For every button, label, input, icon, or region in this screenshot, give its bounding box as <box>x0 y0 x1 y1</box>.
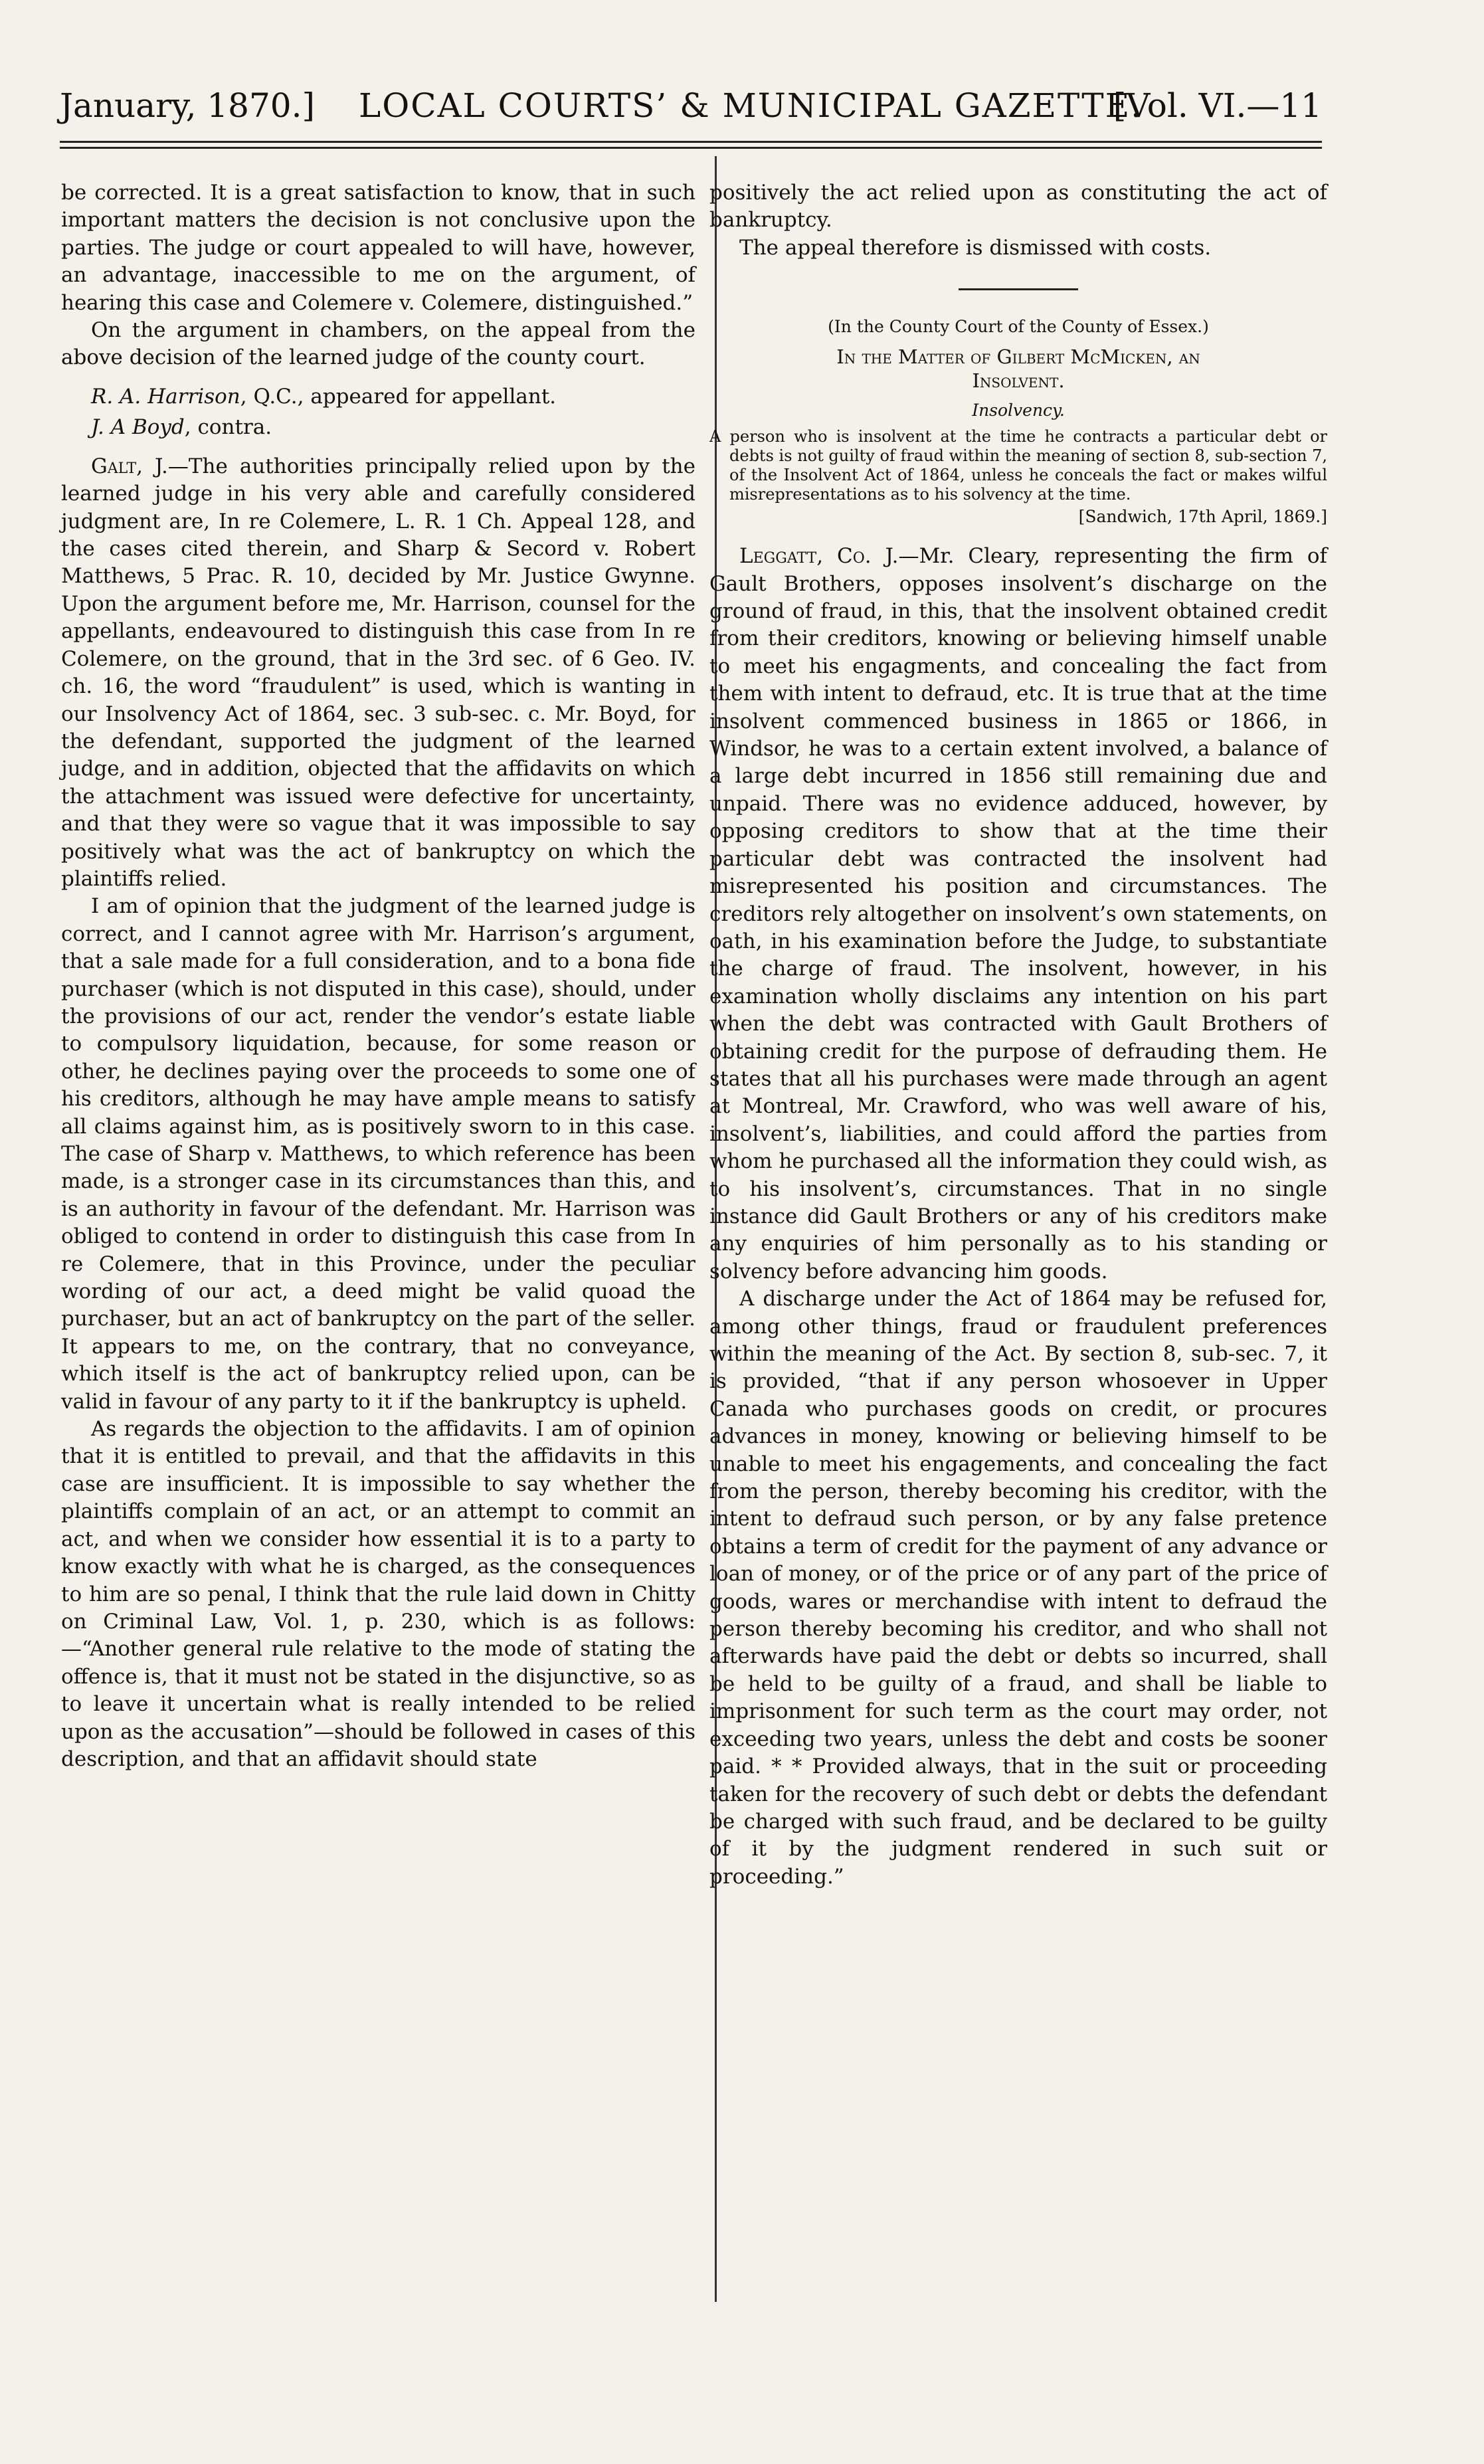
right-paragraph-1: positively the act relied upon as constituting the act of bankruptcy. <box>709 181 1327 233</box>
topic-text: Insolvency. <box>972 401 1065 421</box>
right-paragraph-4: A discharge under the Act of 1864 may be refused for, among other things, fraud or fraudulent preferences within the meaning of the Act. By section 8, sub-sec. 7, it is provided, “that if any person whosoever in Upper Canada who purchases goods on credit, or procures advances in money, knowing or believing himself to be unable to meet his engagements, and concealing the fact from the person, thereby becoming his creditor, with the intent to defraud such person, or by any false pretence obtains a term of credit for the payment of any advance or loan of money, or of the price or of any part of the price of goods, wares or merchandise with intent to defraud the person thereby becoming his creditor, and who shall not afterwards have paid the debt or debts so incurred, shall be held to be guilty of a fraud, and shall be liable to imprisonment for such term as the court may order, not exceeding two years, unless the debt and costs be sooner paid. * * Provided always, that in the suit or proceeding taken for the recovery of such debt or debts the defendant be charged with such fraud, and be declared to be guilty of it by the judgment rendered in such suit or proceeding.” <box>709 1287 1327 1889</box>
right-column <box>709 179 1327 1891</box>
counsel-appellant-name: R. A. Harrison <box>91 384 240 409</box>
header-date: January, 1870.] <box>60 86 316 125</box>
case-title-line-2: Insolvent. <box>972 369 1065 393</box>
counsel-appellant <box>61 381 696 412</box>
header-rule-top <box>60 141 1322 143</box>
left-paragraph-1: be corrected. It is a great satisfaction to know, that in such important matters the decision is not conclusive upon the parties. The judge or court appealed to will have, however, an advantage, inaccessible to me on the argument, of hearing this case and Colemere v. Colemere, distinguished.” <box>61 181 696 315</box>
judge-galt: Galt, J. <box>91 454 168 478</box>
right-paragraph-3-text: —Mr. Cleary, representing the firm of Gault Brothers, opposes insolvent’s discharge on the ground of fraud, in this, that the insolvent obtained credit from their creditors, knowing or believing himself unable to meet his engagments, and concealing the fact from them with intent to defraud, etc. It is true that at the time insolvent commenced business in 1865 or 1866, in Windsor, he was to a certain extent involved, a balance of a large debt incurred in 1856 still remaining due and unpaid. There was no evidence adduced, however, by opposing creditors to show that at the time their particular debt was contracted the insolvent had misrepresented his position and circumstances. The creditors rely altogether on insolvent’s own statements, on oath, in his examination before the Judge, to substantiate the charge of fraud. The insolvent, however, in his examination wholly disclaims any intention on his part when the debt was contracted with Gault Brothers of obtaining credit for the purpose of defrauding them. He states that all his purchases were made through an agent at Montreal, Mr. Crawford, who was well aware of his, insolvent’s, liabilities, and could afford the parties from whom he purchased all the information they could wish, as to his insolvent’s, circumstances. That in no single instance did Gault Brothers or any of his creditors make any enquiries of him personally as to his standing or solvency before advancing him goods. <box>709 544 1327 1283</box>
header-title: LOCAL COURTS’ & MUNICIPAL GAZETTE. <box>359 86 1143 125</box>
left-paragraph-3 <box>61 453 696 894</box>
counsel-respondent-name: J. A Boyd <box>91 415 185 439</box>
headnote: A person who is insolvent at the time he contracts a particular debt or debts is not guilty of fraud within the meaning of section 8, sub-section 7, of the Insolvent Act of 1864, unless he conceals the fact or makes wilful misrepresentations as to his solvency at the time. <box>709 427 1327 504</box>
left-paragraph-5: As regards the objection to the affidavits. I am of opinion that it is entitled to prevail, and that the affidavits in this case are insufficient. It is impossible to say whether the plaintiffs complain of an act, or an attempt to commit an act, and when we consider how essential it is to a party to know exactly with what he is charged, as the consequences to him are so penal, I think that the rule laid down in Chitty on Criminal Law, Vol. 1, p. 230, which is as follows:—“Another general rule relative to the mode of stating the offence is, that it must not be stated in the disjunctive, so as to leave it uncertain what is really intended to be relied upon as the accusation”—should be followed in cases of this description, and that an affidavit should state <box>61 1417 696 1771</box>
header-volume: [Vol. VI.—11 <box>1113 86 1322 125</box>
left-paragraph-3-text: —The authorities principally relied upon by the learned judge in his very able and carefully considered judgment are, In re Colemere, L. R. 1 Ch. Appeal 128, and the cases cited therein, and Sharp & Secord v. Robert Matthews, 5 Prac. R. 10, decided by Mr. Justice Gwynne. Upon the argument before me, Mr. Harrison, counsel for the appellants, endeavoured to distinguish this case from In re Colemere, on the ground, that in the 3rd sec. of 6 Geo. IV. ch. 16, the word “fraudulent” is used, which is wanting in our Insolvency Act of 1864, sec. 3 sub-sec. c. Mr. Boyd, for the defendant, supported the judgment of the learned judge, and in addition, objected that the affidavits on which the attachment was issued were defective for uncertainty, and that they were so vague that it was impossible to say positively what was the act of bankruptcy on which the plaintiffs relied. <box>61 454 696 891</box>
dateline: [Sandwich, 17th April, 1869.] <box>1078 507 1327 527</box>
court-name: (In the County Court of the County of Essex.) <box>828 317 1209 337</box>
judge-leggatt: Leggatt, Co. J. <box>739 544 899 569</box>
counsel-respondent <box>61 412 696 442</box>
left-paragraph-4: I am of opinion that the judgment of the learned judge is correct, and I cannot agree with Mr. Harrison’s argument, that a sale made for a full consideration, and to a bona fide purchaser (which is not disputed in this case), should, under the provisions of our act, render the vendor’s estate liable to compulsory liquidation, because, for some reason or other, he declines paying over the proceeds to some one of his creditors, although he may have ample means to satisfy all claims against him, as is positively sworn to in this case. The case of Sharp v. Matthews, to which reference has been made, is a stronger case in its circumstances than this, and is an authority in favour of the defendant. Mr. Harrison was obliged to contend in order to distinguish this case from In re Colemere, that in this Province, under the peculiar wording of our act, a deed might be valid quoad the purchaser, but an act of bankruptcy on the part of the seller. It appears to me, on the contrary, that no conveyance, which itself is the act of bankruptcy relied upon, can be valid in favour of any party to it if the bankruptcy is upheld. <box>61 894 696 1414</box>
left-paragraph-2: On the argument in chambers, on the appeal from the above decision of the learned judge of the county court. <box>61 318 696 370</box>
header-rule-bottom <box>60 147 1322 149</box>
topic <box>709 401 1327 421</box>
counsel-appellant-role: , Q.C., appeared for appellant. <box>240 384 557 409</box>
right-paragraph-3 <box>709 543 1327 1285</box>
left-column <box>61 179 696 1773</box>
section-rule <box>959 288 1078 290</box>
right-paragraph-2: The appeal therefore is dismissed with costs. <box>739 235 1212 260</box>
page-header <box>60 86 1322 140</box>
counsel-respondent-role: , contra. <box>184 415 272 439</box>
case-title-line-1: In the Matter of Gilbert McMicken, an <box>836 345 1200 369</box>
